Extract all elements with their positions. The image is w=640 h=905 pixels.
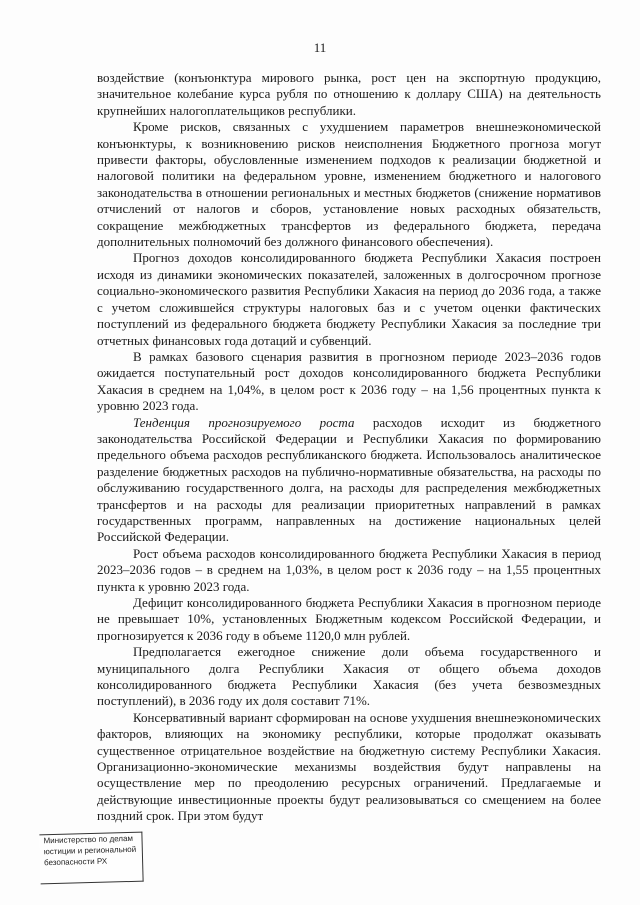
stamp-line-2: юстиции и региональной: [43, 844, 137, 857]
paragraph-3: Прогноз доходов консолидированного бюджета Республики Хакасия построен исходя из динамики экономических показателей, заложенных в долгосрочном прогнозе социально-экономического развития Республики Хакасия на период до 2036 года, а также с учетом сложившейся структуры налоговых баз и с учетом оценки фактических поступлений из федерального бюджета бюджету Республики Хакасия за последние три отчетных финансовых года дотаций и субвенций.: [97, 250, 601, 348]
paragraph-9: Консервативный вариант сформирован на основе ухудшения внешнеэкономических факторов, влияющих на экономику республики, которые продолжат оказывать существенное отрицательное воздействие на бюджетную систему Республики Хакасия. Организационно-экономические механизмы воздействия будут направлены на осуществление мер по преодолению ресурсных ограничений. Предлагаемые и действующие инвестиционные проекты будут реализовываться со смещением на более поздний срок. При этом будут: [97, 709, 601, 824]
paragraph-5-lead: Тенденция прогнозируемого роста: [133, 414, 355, 430]
stamp-line-1: Министерство по делам: [43, 833, 134, 846]
paragraph-7: Дефицит консолидированного бюджета Республики Хакасия в прогнозном периоде не превышает 10%, установленных Бюджетным кодексом Российской Федерации, и прогнозируется к 2036 году в объеме 1120,0 млн рублей.: [97, 595, 601, 643]
paragraph-6: Рост объема расходов консолидированного бюджета Республики Хакасия в период 2023–2036 годов – в среднем на 1,03%, в целом рост к 2036 году – на 1,55 процентных пункта к уровню 2023 года.: [97, 545, 601, 594]
paragraph-1: воздействие (конъюнктура мирового рынка, рост цен на экспортную продукцию, значительное колебание курса рубля по отношению к доллару США) на деятельность крупнейших налогоплательщиков республики.: [97, 70, 601, 118]
paragraph-4: В рамках базового сценария развития в прогнозном периоде 2023–2036 годов ожидается поступательный рост доходов консолидированного бюджета Республики Хакасия в среднем на 1,04%, в целом рост к 2036 году – на 1,56 процентных пункта к уровню 2023 года.: [97, 348, 601, 414]
paragraph-5-body: расходов исходит из бюджетного законодательства Российской Федерации и Республики Хакасия по формированию предельного объема расходов республиканского бюджета. Использовалось аналитическое разделение бюджетных расходов на публично-нормативные обязательства, на расходы по обслуживанию государственного долга, на расходы для распределения межбюджетных трансфертов и на расходы для реализации приоритетных направлений в рамках государственных программ, направленных на достижение национальных целей Российской Федерации.: [97, 414, 601, 545]
paragraph-8: Предполагается ежегодное снижение доли объема государственного и муниципального долга Республики Хакасия от общего объема доходов консолидированного бюджета Республики Хакасия (без учета безвозмездных поступлений), в 2036 году их доля составит 71%.: [97, 644, 601, 709]
paragraph-5: [97, 415, 601, 546]
stamp-line-3: безопасности РХ: [43, 856, 108, 868]
paragraph-2: Кроме рисков, связанных с ухудшением параметров внешнеэкономической конъюнктуры, к возникновению рисков неисполнения Бюджетного прогноза могут привести факторы, обусловленные изменением подходов к реализации бюджетной и налоговой политики на федеральном уровне, изменением бюджетного и налогового законодательства в отношении региональных и местных бюджетов (снижение нормативов отчислений от налогов и сборов, установление новых расходных обязательств, сокращение межбюджетных трансфертов из федерального бюджета, передача дополнительных полномочий без должного финансового обеспечения).: [97, 119, 601, 250]
ministry-stamp: [39, 832, 143, 885]
page-number: 11: [313, 40, 327, 55]
body-text: [97, 70, 601, 825]
